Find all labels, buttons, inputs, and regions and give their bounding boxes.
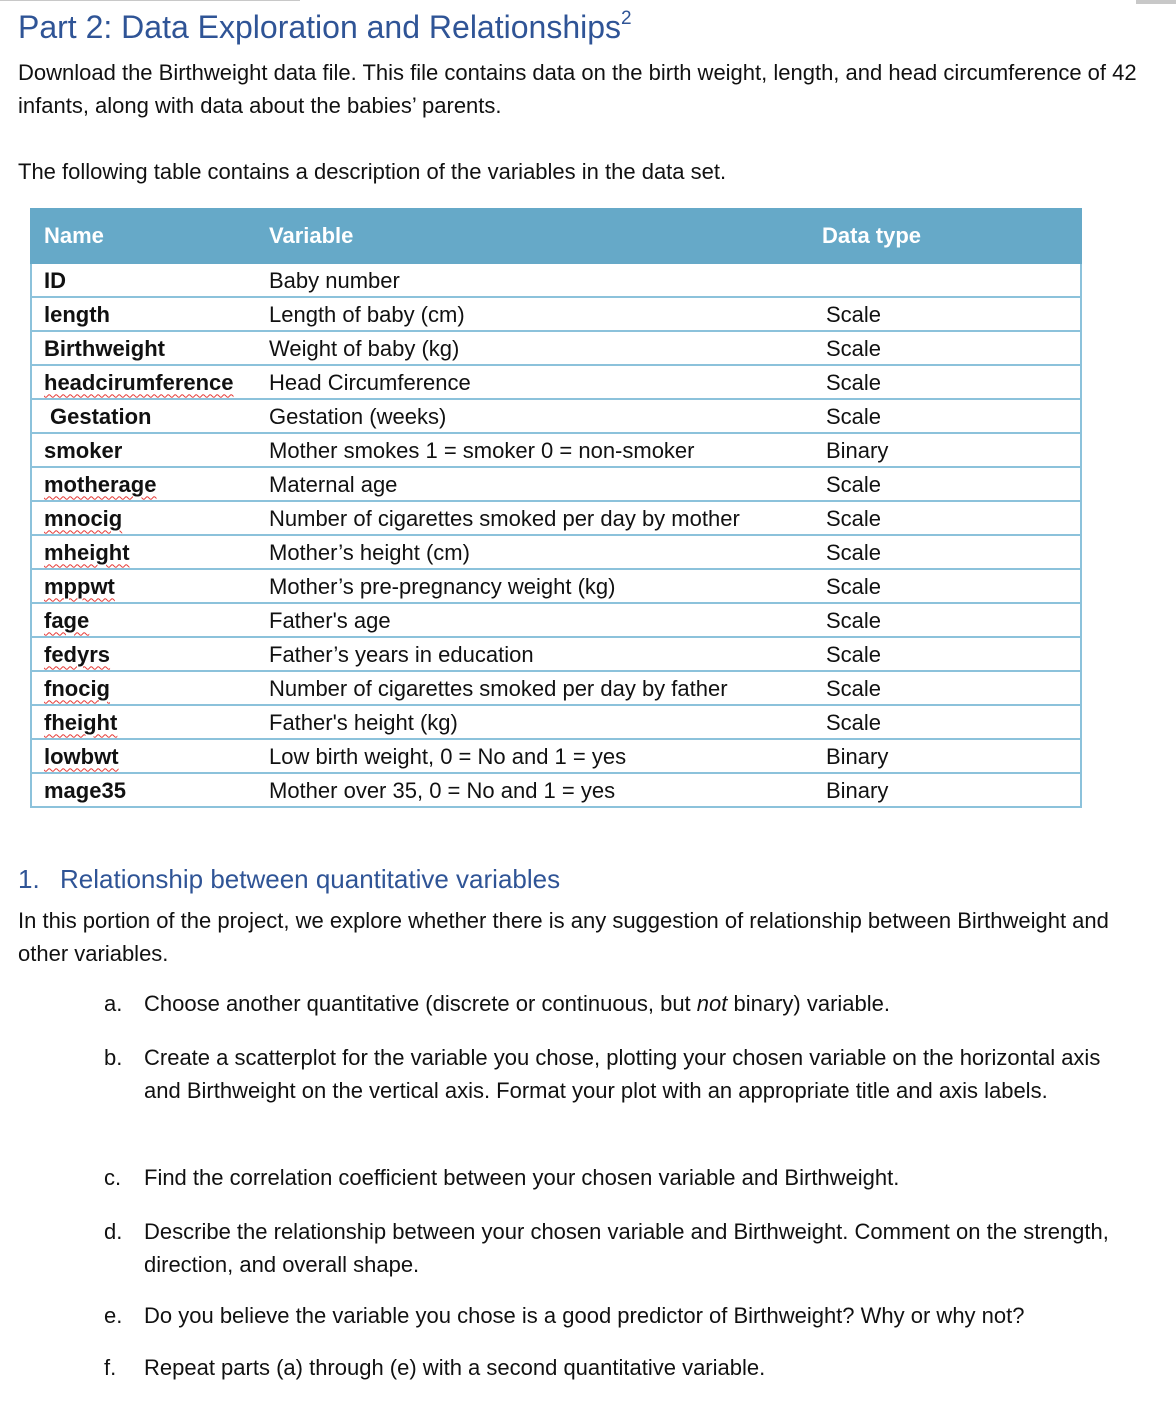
var-name: mage35 — [31, 773, 257, 807]
var-description: Weight of baby (kg) — [257, 331, 810, 365]
var-type: Scale — [810, 603, 1081, 637]
table-row — [31, 569, 1081, 603]
var-description: Father’s years in education — [257, 637, 810, 671]
table-row — [31, 501, 1081, 535]
var-description: Baby number — [269, 267, 400, 293]
var-type: Binary — [810, 739, 1081, 773]
var-description: Father's height (kg) — [257, 705, 810, 739]
var-name-text: fage — [44, 607, 90, 633]
var-name — [31, 637, 257, 671]
variables-table — [30, 208, 1082, 808]
var-type: Scale — [810, 501, 1081, 535]
var-name-text: fheight — [44, 709, 118, 735]
page-title — [18, 8, 632, 46]
question-text-part: binary) variable. — [727, 991, 891, 1016]
var-description: Gestation (weeks) — [257, 399, 810, 433]
page-title-text: Part 2: Data Exploration and Relationships — [18, 9, 622, 45]
question-mark: e. — [104, 1303, 123, 1328]
question-text: Repeat parts (a) through (e) with a second quantitative variable. — [144, 1355, 766, 1380]
var-name — [31, 535, 257, 569]
var-name — [31, 705, 257, 739]
var-description: Maternal age — [257, 467, 810, 501]
table-row — [31, 705, 1081, 739]
var-type: Scale — [810, 467, 1081, 501]
var-description: Mother’s height (cm) — [257, 535, 810, 569]
var-name-text: headcirumference — [44, 369, 234, 395]
var-type: Scale — [810, 535, 1081, 569]
question-mark: a. — [104, 991, 123, 1016]
var-description: Mother’s pre-pregnancy weight (kg) — [257, 569, 810, 603]
table-description: The following table contains a description of the variables in the data set. — [18, 159, 727, 184]
var-name — [31, 739, 257, 773]
question-b — [104, 1041, 1124, 1107]
var-name-text: motherage — [44, 471, 157, 497]
var-name-text: mheight — [44, 539, 130, 565]
table-row — [31, 603, 1081, 637]
var-type: Scale — [810, 705, 1081, 739]
table-row — [31, 399, 1081, 433]
table-row — [31, 331, 1081, 365]
question-emphasis: not — [696, 991, 728, 1016]
var-name: Birthweight — [31, 331, 257, 365]
question-mark: f. — [104, 1355, 117, 1380]
table-row — [31, 773, 1081, 807]
var-name-text: fnocig — [44, 675, 110, 701]
question-text — [144, 987, 1124, 1020]
table-row — [31, 365, 1081, 399]
var-name-text: mppwt — [44, 573, 115, 599]
section-number: 1. — [18, 864, 40, 894]
question-text-part: Choose another quantitative (discrete or continuous, but — [144, 991, 697, 1016]
table-row — [31, 263, 1081, 297]
var-name-text: fedyrs — [44, 641, 111, 667]
question-mark: d. — [104, 1219, 123, 1244]
var-type: Scale — [810, 671, 1081, 705]
table-row — [31, 535, 1081, 569]
var-name: length — [31, 297, 257, 331]
var-description: Father's age — [257, 603, 810, 637]
question-text: Create a scatterplot for the variable you chose, plotting your chosen variable on the horizontal axis and Birthweight on the vertical axis. Format your plot with an appropriate title and axis labels. — [144, 1045, 1101, 1103]
var-name: ID — [44, 267, 66, 293]
question-a — [104, 987, 1124, 1020]
var-name — [31, 603, 257, 637]
var-description: Number of cigarettes smoked per day by mother — [257, 501, 810, 535]
question-text: Do you believe the variable you chose is a good predictor of Birthweight? Why or why not? — [144, 1303, 1025, 1328]
var-type: Binary — [810, 433, 1081, 467]
var-name: Gestation — [31, 399, 257, 433]
var-type: Scale — [810, 331, 1081, 365]
var-type: Scale — [810, 637, 1081, 671]
table-row — [31, 637, 1081, 671]
var-description: Head Circumference — [257, 365, 810, 399]
var-name — [31, 467, 257, 501]
var-description: Low birth weight, 0 = No and 1 = yes — [257, 739, 810, 773]
table-row — [31, 739, 1081, 773]
section-heading-text: Relationship between quantitative variables — [60, 864, 561, 894]
section-intro: In this portion of the project, we explore whether there is any suggestion of relationship between Birthweight and other variables. — [18, 908, 1109, 966]
var-description: Mother smokes 1 = smoker 0 = non-smoker — [257, 433, 810, 467]
question-text: Find the correlation coefficient between your chosen variable and Birthweight. — [144, 1165, 900, 1190]
var-name — [31, 365, 257, 399]
header-name: Name — [31, 209, 257, 263]
var-description: Number of cigarettes smoked per day by father — [257, 671, 810, 705]
question-mark: c. — [104, 1165, 122, 1190]
footnote-marker: 2 — [621, 8, 632, 29]
var-name-text: lowbwt — [44, 743, 119, 769]
question-f — [104, 1351, 1124, 1384]
header-variable: Variable — [257, 209, 810, 263]
var-name — [31, 501, 257, 535]
table-row — [31, 433, 1081, 467]
question-text: Describe the relationship between your chosen variable and Birthweight. Comment on the strength, direction, and overall shape. — [144, 1219, 1109, 1277]
intro-paragraph: Download the Birthweight data file. This file contains data on the birth weight, length, and head circumference of 42 infants, along with data about the babies’ parents. — [18, 60, 1137, 118]
table-row — [31, 297, 1081, 331]
var-name: smoker — [31, 433, 257, 467]
question-mark: b. — [104, 1045, 123, 1070]
table-header-row — [31, 209, 1081, 263]
question-d — [104, 1215, 1124, 1281]
var-name — [31, 569, 257, 603]
var-type: Scale — [810, 569, 1081, 603]
section-heading — [18, 864, 560, 895]
var-type: Scale — [810, 399, 1081, 433]
var-type — [810, 263, 1081, 297]
var-type: Scale — [810, 365, 1081, 399]
question-c — [104, 1161, 1124, 1194]
table-row — [31, 467, 1081, 501]
var-description: Length of baby (cm) — [257, 297, 810, 331]
var-name — [31, 671, 257, 705]
var-type: Scale — [810, 297, 1081, 331]
var-description: Mother over 35, 0 = No and 1 = yes — [257, 773, 810, 807]
var-type: Binary — [810, 773, 1081, 807]
top-border — [0, 0, 1176, 4]
question-e — [104, 1299, 1124, 1332]
var-name-text: mnocig — [44, 505, 123, 531]
table-row — [31, 671, 1081, 705]
header-data-type: Data type — [810, 209, 1081, 263]
